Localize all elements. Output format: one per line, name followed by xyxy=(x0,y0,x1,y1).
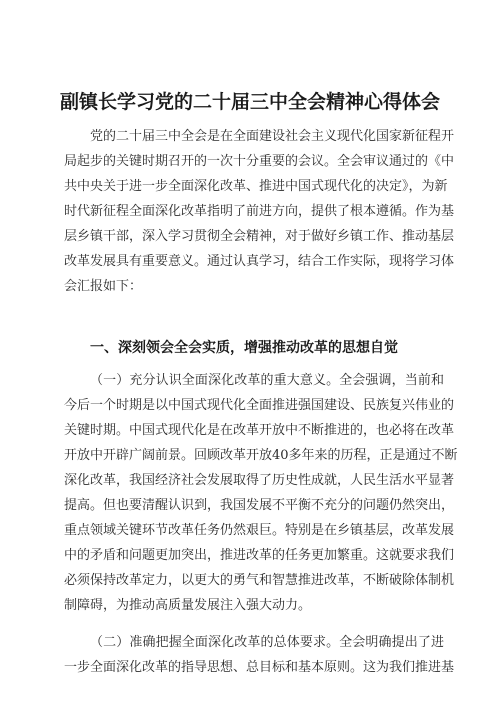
paragraph-line: 层乡镇干部，深入学习贯彻全会精神，对于做好乡镇工作、推动基层 xyxy=(64,229,455,244)
paragraph-line: 改革发展具有重要意义。通过认真学习，结合工作实际，现将学习体 xyxy=(64,254,455,269)
paragraph-line: 会汇报如下： xyxy=(64,279,143,294)
paragraph-line: （一）充分认识全面深化改革的重大意义。全会强调，当前和 xyxy=(90,373,444,388)
intro-paragraph xyxy=(64,124,455,299)
paragraph-line: 提高。但也要清醒认识到，我国发展不平衡不充分的问题仍然突出， xyxy=(64,498,455,513)
paragraph-line: 时代新征程全面深化改革指明了前进方向，提供了根本遵循。作为基 xyxy=(64,204,455,219)
paragraph-line: 深化改革，我国经济社会发展取得了历史性成就，人民生活水平显著 xyxy=(64,473,455,488)
paragraph-line: 局起步的关键时期召开的一次十分重要的会议。全会审议通过的《中 xyxy=(64,154,455,169)
paragraph-line: 今后一个时期是以中国式现代化全面推进强国建设、民族复兴伟业的 xyxy=(64,398,455,413)
paragraph-line: 必须保持改革定力，以更大的勇气和智慧推进改革，不断破除体制机 xyxy=(64,573,455,588)
document-title: 副镇长学习党的二十届三中全会精神心得体会 xyxy=(59,91,440,113)
paragraph-line: 共中央关于进一步全面深化改革、推进中国式现代化的决定》，为新 xyxy=(64,179,448,194)
section-heading: 一、深刻领会全会实质，增强推动改革的思想自觉 xyxy=(90,340,398,356)
paragraph-line: 关键时期。中国式现代化是在改革开放中不断推进的，也必将在改革 xyxy=(64,423,455,438)
subsection-one-paragraph xyxy=(64,368,458,618)
subsection-two-paragraph xyxy=(64,630,455,680)
paragraph-line: 中的矛盾和问题更加突出，推进改革的任务更加繁重。这就要求我们 xyxy=(64,548,455,563)
paragraph-line: （二）准确把握全面深化改革的总体要求。全会明确提出了进 xyxy=(90,635,444,650)
paragraph-line: 开放中开辟广阔前景。回顾改革开放40多年来的历程，正是通过不断 xyxy=(64,448,458,463)
paragraph-line: 一步全面深化改革的指导思想、总目标和基本原则。这为我们推进基 xyxy=(64,660,455,675)
paragraph-line: 重点领域关键环节改革任务仍然艰巨。特别是在乡镇基层，改革发展 xyxy=(64,523,455,538)
paragraph-line: 党的二十届三中全会是在全面建设社会主义现代化国家新征程开 xyxy=(90,129,455,144)
paragraph-line: 制障碍，为推动高质量发展注入强大动力。 xyxy=(64,598,312,613)
